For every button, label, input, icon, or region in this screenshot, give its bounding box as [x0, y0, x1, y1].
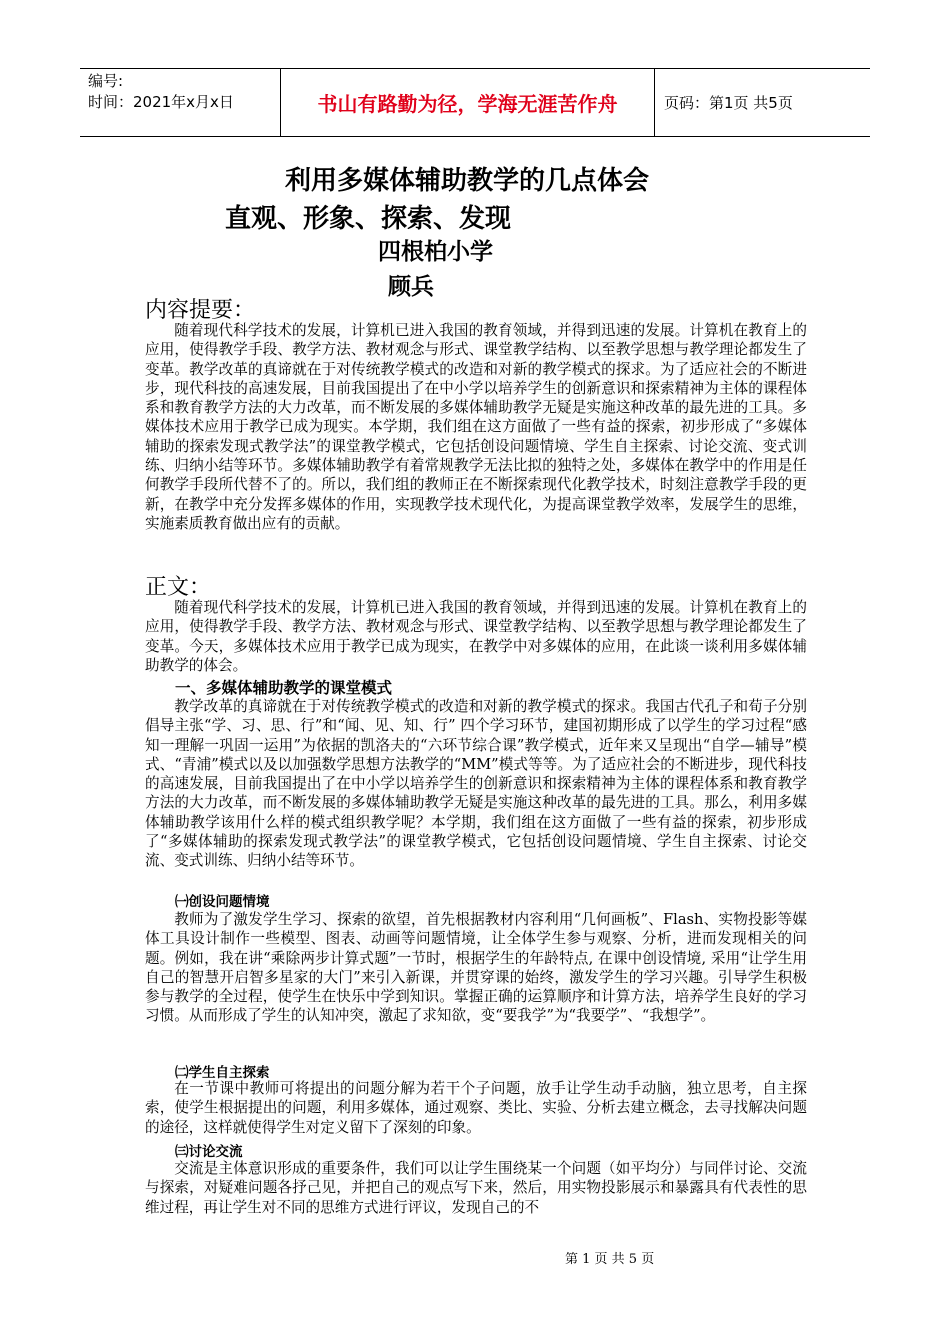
body-heading: 正文： — [145, 575, 212, 600]
header-page-info: 页码：第1页 共5页 — [664, 94, 793, 112]
document-subtitle: 直观、形象、探索、发现 — [225, 204, 512, 234]
header-motto: 书山有路勤为径，学海无涯苦作舟 — [280, 69, 655, 136]
sub1-paragraph: 教师为了激发学生学习、探索的欲望，首先根据教材内容利用“几何画板”、Flash、实物投影等媒体工具设计制作一些模型、图表、动画等问题情境，让全体学生参与观察、分析，进而发现相关的问题。例如，我在讲“乘除两步计算式题”一节时，根据学生的年龄特点, 在课中创设情境, 采用“让学生用自己的智慧开启智多星家的大门”来引入新课，并贯穿课的始终，激发学生的学习兴趣。引导学生积极参与教学的全过程，使学生在快乐中学到知识。掌握正确的运算顺序和计算方法，培养学生良好的学习习惯。从而形成了学生的认知冲突，激起了求知欲，变“要我学”为“我要学”、“我想学”。 — [145, 911, 807, 1025]
abstract-paragraph: 随着现代科学技术的发展，计算机已进入我国的教育领域，并得到迅速的发展。计算机在教育上的应用，使得教学手段、教学方法、教材观念与形式、课堂教学结构、以至教学思想与教学理论都发生了变革。教学改革的真谛就在于对传统教学模式的改造和对新的教学模式的探求。为了适应社会的不断进步，现代科技的高速发展，目前我国提出了在中小学以培养学生的创新意识和探索精神为主体的课程体系和教育教学方法的大力改革，而不断发展的多媒体辅助教学无疑是实施这种改革的最先进的工具。多媒体技术应用于教学已成为现实。本学期，我们组在这方面做了一些有益的探索，初步形成了“多媒体辅助的探索发现式教学法”的课堂教学模式，它包括创设问题情境、学生自主探索、讨论交流、变式训练、归纳小结等环节。多媒体辅助教学有着常规教学无法比拟的独特之处，多媒体在教学中的作用是任何教学手段所代替不了的。所以，我们组的教师正在不断探索现代化教学技术，时刻注意教学手段的更新，在教学中充分发挥多媒体的作用，实现教学技术现代化，为提高课堂教学效率，发展学生的思维，实施素质教育做出应有的贡献。 — [145, 322, 807, 532]
number-label: 编号: — [88, 72, 124, 90]
section1-heading: 一、多媒体辅助教学的课堂模式 — [175, 678, 393, 697]
document-header — [80, 68, 870, 137]
header-left-cell — [88, 71, 273, 113]
page-footer: 第 1 页 共 5 页 — [565, 1252, 655, 1267]
abstract-heading: 内容提要： — [145, 298, 256, 323]
sub3-heading: ㈢讨论交流 — [175, 1144, 243, 1160]
document-title: 利用多媒体辅助教学的几点体会 — [285, 166, 650, 196]
sub1-heading: ㈠创设问题情境 — [175, 894, 270, 910]
school-name: 四根柏小学 — [378, 238, 493, 265]
section1-paragraph: 教学改革的真谛就在于对传统教学模式的改造和对新的教学模式的探求。我国古代孔子和荀子分别倡导主张“学、习、思、行”和“闻、见、知、行” 四个学习环节，建国初期形成了以学生的学习过程“感知一理解一巩固一运用”为依据的凯洛夫的“六环节综合课”教学模式，近年来又呈现出“自学—辅导”模式、“青浦”模式以及以加强数学思想方法教学的“MM”模式等等。为了适应社会的不断进步，现代科技的高速发展，目前我国提出了在中小学以培养学生的创新意识和探索精神为主体的课程体系和教育教学方法的大力改革，而不断发展的多媒体辅助教学无疑是实施这种改革的最先进的工具。那么，利用多媒体辅助教学该用什么样的模式组织教学呢？本学期，我们组在这方面做了一些有益的探索，初步形成了“多媒体辅助的探索发现式教学法”的课堂教学模式，它包括创设问题情境、学生自主探索、讨论交流、变式训练、归纳小结等环节。 — [145, 698, 807, 870]
sub3-paragraph: 交流是主体意识形成的重要条件，我们可以让学生围绕某一个问题（如平均分）与同伴讨论、交流与探索，对疑难问题各抒己见，并把自己的观点写下来，然后，用实物投影展示和暴露具有代表性的思维过程，再让学生对不同的思维方式进行评议，发现自己的不 — [145, 1160, 807, 1216]
time-label: 时间：2021年x月x日 — [88, 93, 234, 111]
sub2-heading: ㈡学生自主探索 — [175, 1065, 270, 1081]
sub2-paragraph: 在一节课中教师可将提出的问题分解为若干个子问题，放手让学生动手动脑，独立思考，自主探索，使学生根据提出的问题，利用多媒体，通过观察、类比、实验、分析去建立概念，去寻找解决问题的途径，这样就使得学生对定义留下了深刻的印象。 — [145, 1080, 807, 1136]
author-name: 顾兵 — [388, 273, 434, 300]
intro-paragraph: 随着现代科学技术的发展，计算机已进入我国的教育领域，并得到迅速的发展。计算机在教育上的应用，使得教学手段、教学方法、教材观念与形式、课堂教学结构、以至教学思想与教学理论都发生了变革。今天，多媒体技术应用于教学已成为现实，在教学中对多媒体的应用，在此谈一谈利用多媒体辅助教学的体会。 — [145, 599, 807, 674]
